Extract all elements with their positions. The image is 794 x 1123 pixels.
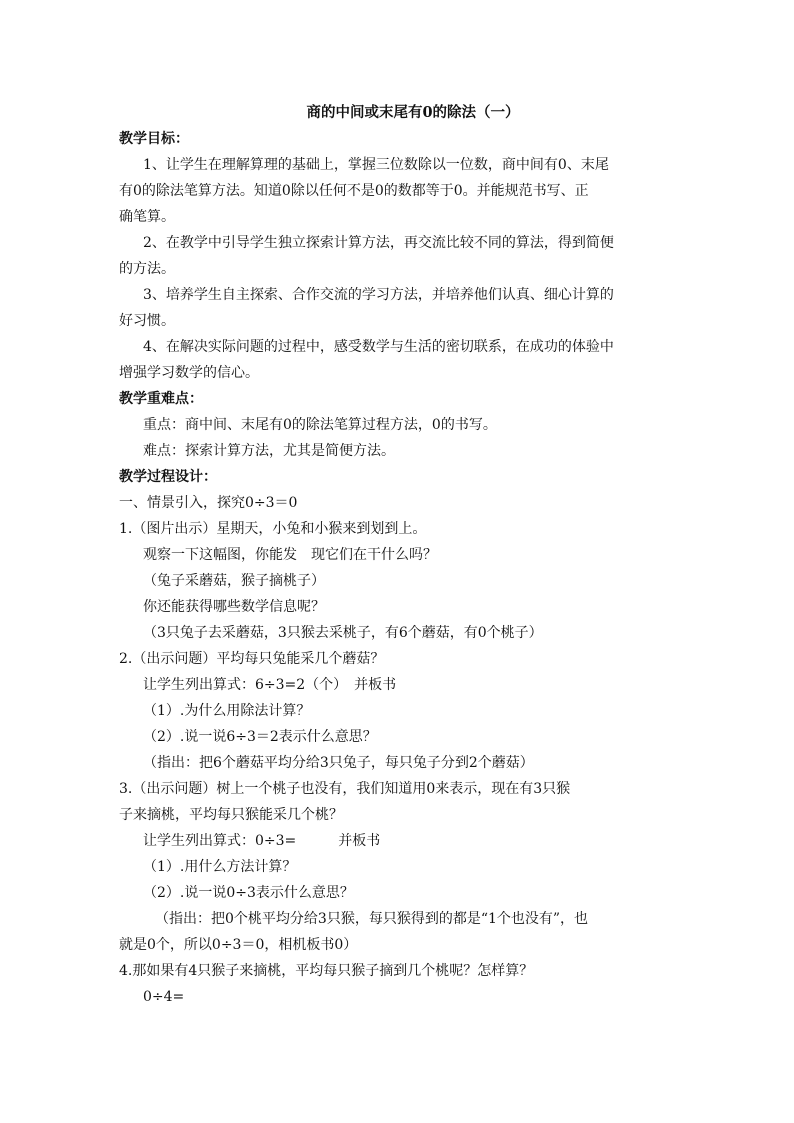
- item-3-line-3: （2）.说一说0÷3表示什么意思？: [143, 885, 354, 901]
- item-2-line-4: （指出：把6个蘑菇平均分给3只兔子，每只兔子分到2个蘑菇）: [143, 755, 534, 771]
- goal-4-line-1: 4、在解决实际问题的过程中，感受数学与生活的密切联系，在成功的体验中: [143, 339, 614, 355]
- goal-1-line-1: 1、让学生在理解算理的基础上，掌握三位数除以一位数，商中间有0、末尾: [143, 157, 609, 173]
- item-1-answer-1: （兔子采蘑菇，猴子摘桃子）: [143, 573, 325, 589]
- goal-4-line-2: 增强学习数学的信心。: [119, 365, 259, 381]
- goal-3-line-1: 3、培养学生自主探索、合作交流的学习方法，并培养他们认真、细心计算的: [143, 287, 614, 303]
- item-4: 4.那如果有4只猴子来摘桃，平均每只猴子摘到几个桃呢？怎样算？: [119, 963, 534, 979]
- item-2-line-2: （1）.为什么用除法计算？: [143, 703, 311, 719]
- item-2-line-1: 让学生列出算式：6÷3=2（个） 并板书: [143, 677, 397, 693]
- page-title: 商的中间或末尾有0的除法（一）: [306, 104, 520, 121]
- goal-2-line-2: 的方法。: [119, 261, 175, 277]
- item-3-line-2: （1）.用什么方法计算？: [143, 859, 297, 875]
- key-point: 重点：商中间、末尾有0的除法笔算过程方法，0的书写。: [143, 417, 497, 433]
- goal-1-line-3: 确笔算。: [119, 209, 175, 225]
- key-heading: 教学重难点：: [119, 391, 203, 407]
- item-3-line-4: （指出：把0个桃平均分给3只猴，每只猴得到的都是“1个也没有”，也: [155, 911, 589, 927]
- item-3-line-a: 3.（出示问题）树上一个桃子也没有，我们知道用0来表示，现在有3只猴: [119, 781, 571, 797]
- item-1-answer-2: （3只兔子去采蘑菇，3只猴去采桃子，有6个蘑菇，有0个桃子）: [143, 625, 543, 641]
- difficult-point: 难点：探索计算方法，尤其是简便方法。: [143, 443, 395, 459]
- goal-2-line-1: 2、在教学中引导学生独立探索计算方法，再交流比较不同的算法，得到简便: [143, 235, 614, 251]
- item-3-line-5: 就是0个，所以0÷3＝0，相机板书0）: [119, 937, 358, 953]
- process-heading: 教学过程设计：: [119, 469, 217, 485]
- item-2-line-3: （2）.说一说6÷3＝2表示什么意思？: [143, 729, 377, 745]
- goal-1-line-2: 有0的除法笔算方法。知道0除以任何不是0的数都等于0。并能规范书写、正: [119, 183, 589, 199]
- item-3-line-b: 子来摘桃，平均每只猴能采几个桃？: [119, 807, 343, 823]
- goal-3-line-2: 好习惯。: [119, 313, 175, 329]
- item-1-question-1: 观察一下这幅图，你能发 现它们在干什么吗？: [143, 547, 437, 563]
- item-1: 1.（图片出示）星期天，小兔和小猴来到划到上。: [119, 521, 427, 537]
- item-3-line-1: 让学生列出算式：0÷3= 并板书: [143, 833, 381, 849]
- section-1-title: 一、情景引入，探究0÷3＝0: [119, 495, 298, 511]
- item-2: 2.（出示问题）平均每只兔能采几个蘑菇？: [119, 651, 385, 667]
- goals-heading: 教学目标：: [119, 131, 189, 147]
- item-1-question-2: 你还能获得哪些数学信息呢？: [143, 599, 325, 615]
- document-page: [119, 100, 679, 1010]
- item-4-line-1: 0÷4=: [143, 989, 185, 1005]
